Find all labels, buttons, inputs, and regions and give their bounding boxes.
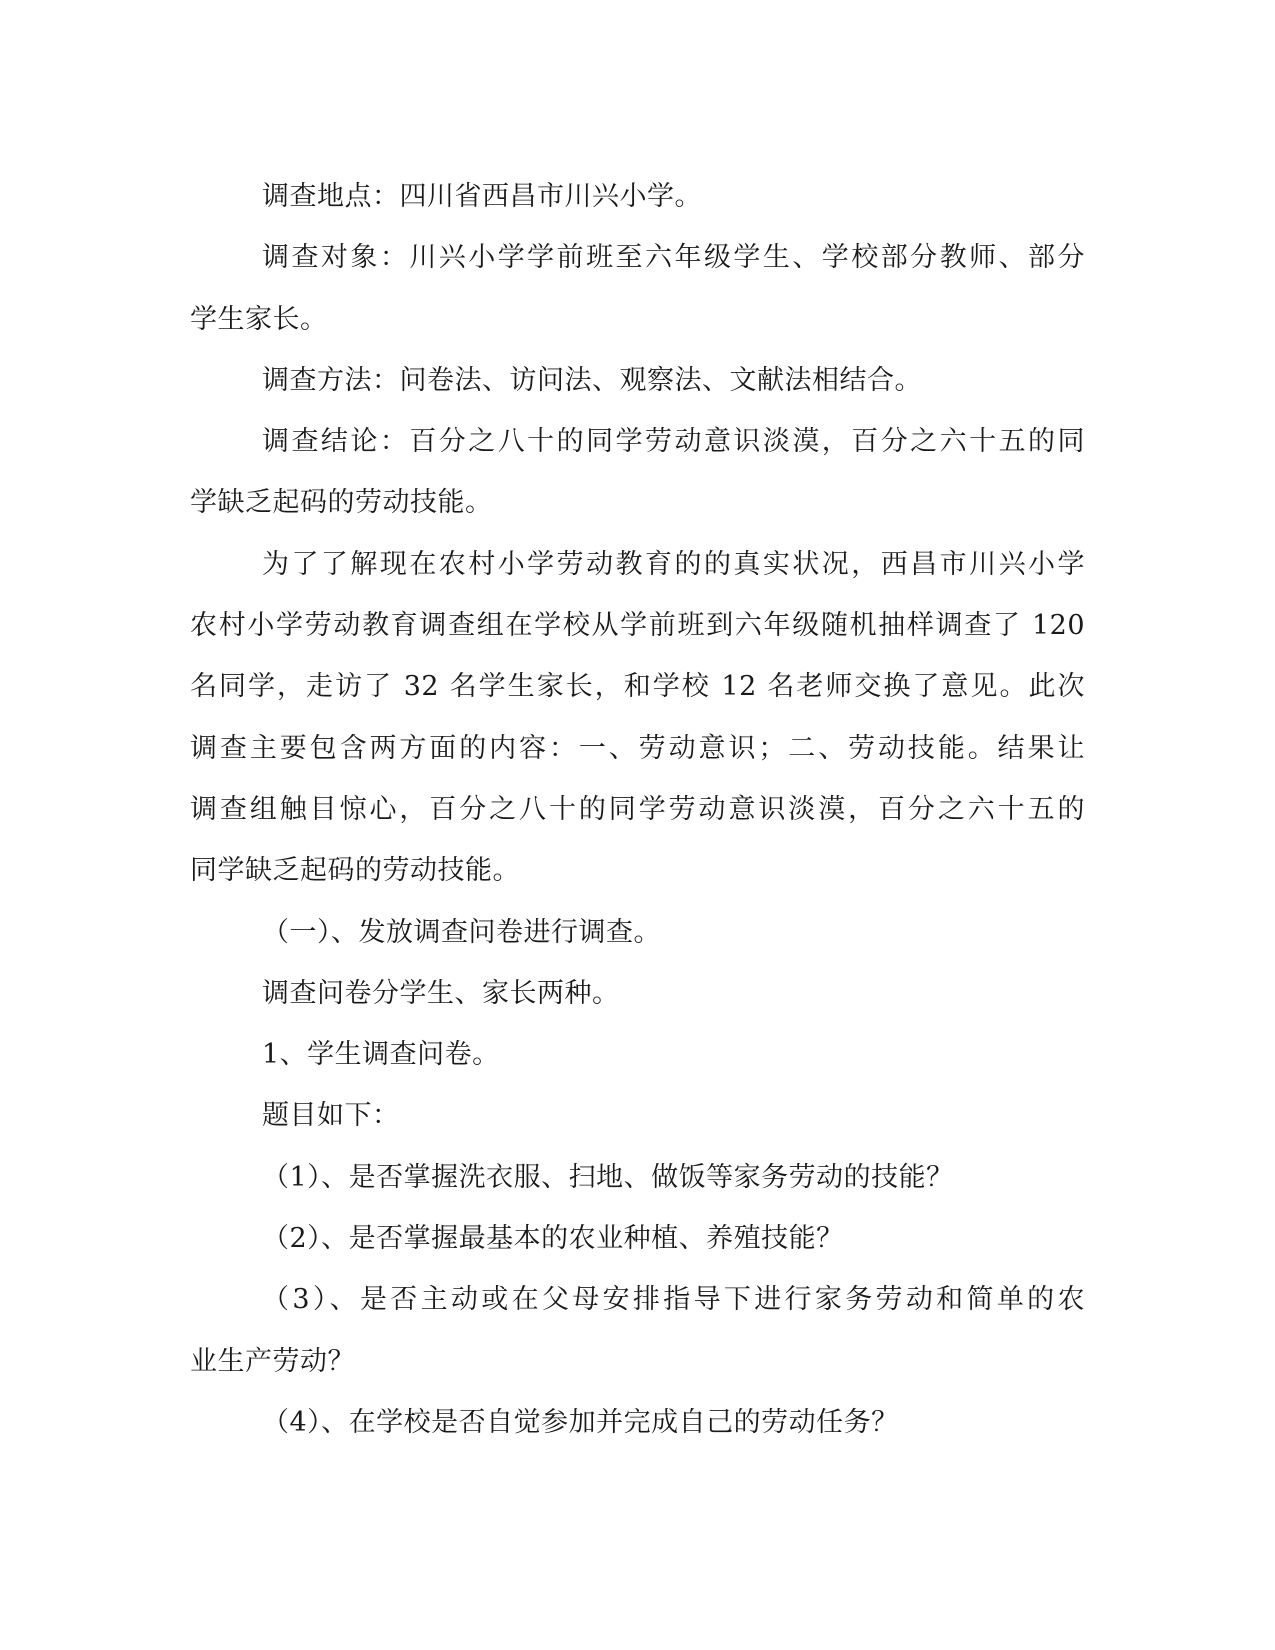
text-line: 调查结论：百分之八十的同学劳动意识淡漠，百分之六十五的同 bbox=[262, 426, 1085, 458]
text-line: 同学缺乏起码的劳动技能。 bbox=[190, 855, 520, 887]
text-line: （3）、是否主动或在父母安排指导下进行家务劳动和简单的农 bbox=[262, 1284, 1085, 1316]
text-line: 名同学，走访了 32 名学生家长，和学校 12 名老师交换了意见。此次 bbox=[190, 671, 1085, 703]
text-line: 调查问卷分学生、家长两种。 bbox=[262, 977, 620, 1009]
text-line: 调查地点：四川省西昌市川兴小学。 bbox=[262, 181, 702, 212]
text-line: （4）、在学校是否自觉参加并完成自己的劳动任务？ bbox=[262, 1406, 899, 1438]
text-line: 调查方法：问卷法、访问法、观察法、文献法相结合。 bbox=[262, 364, 922, 396]
text-line: 1、学生调查问卷。 bbox=[262, 1039, 500, 1071]
text-line: 为了了解现在农村小学劳动教育的的真实状况，西昌市川兴小学 bbox=[262, 548, 1085, 580]
text-line: 学缺乏起码的劳动技能。 bbox=[190, 487, 493, 519]
text-line: 业生产劳动？ bbox=[190, 1345, 355, 1377]
text-line: 学生家长。 bbox=[190, 303, 328, 335]
text-line: 题目如下： bbox=[262, 1100, 400, 1132]
text-line: 调查主要包含两方面的内容：一、劳动意识；二、劳动技能。结果让 bbox=[190, 732, 1085, 764]
text-line: （一）、发放调查问卷进行调查。 bbox=[262, 916, 661, 948]
text-line: 调查对象：川兴小学学前班至六年级学生、学校部分教师、部分 bbox=[262, 242, 1085, 274]
text-line: 调查组触目惊心，百分之八十的同学劳动意识淡漠，百分之六十五的 bbox=[190, 793, 1085, 825]
document-body bbox=[190, 166, 1085, 1453]
text-line: （2）、是否掌握最基本的农业种植、养殖技能？ bbox=[262, 1223, 844, 1255]
text-line: 农村小学劳动教育调查组在学校从学前班到六年级随机抽样调查了 120 bbox=[190, 610, 1085, 642]
text-line: （1）、是否掌握洗衣服、扫地、做饭等家务劳动的技能？ bbox=[262, 1161, 954, 1193]
